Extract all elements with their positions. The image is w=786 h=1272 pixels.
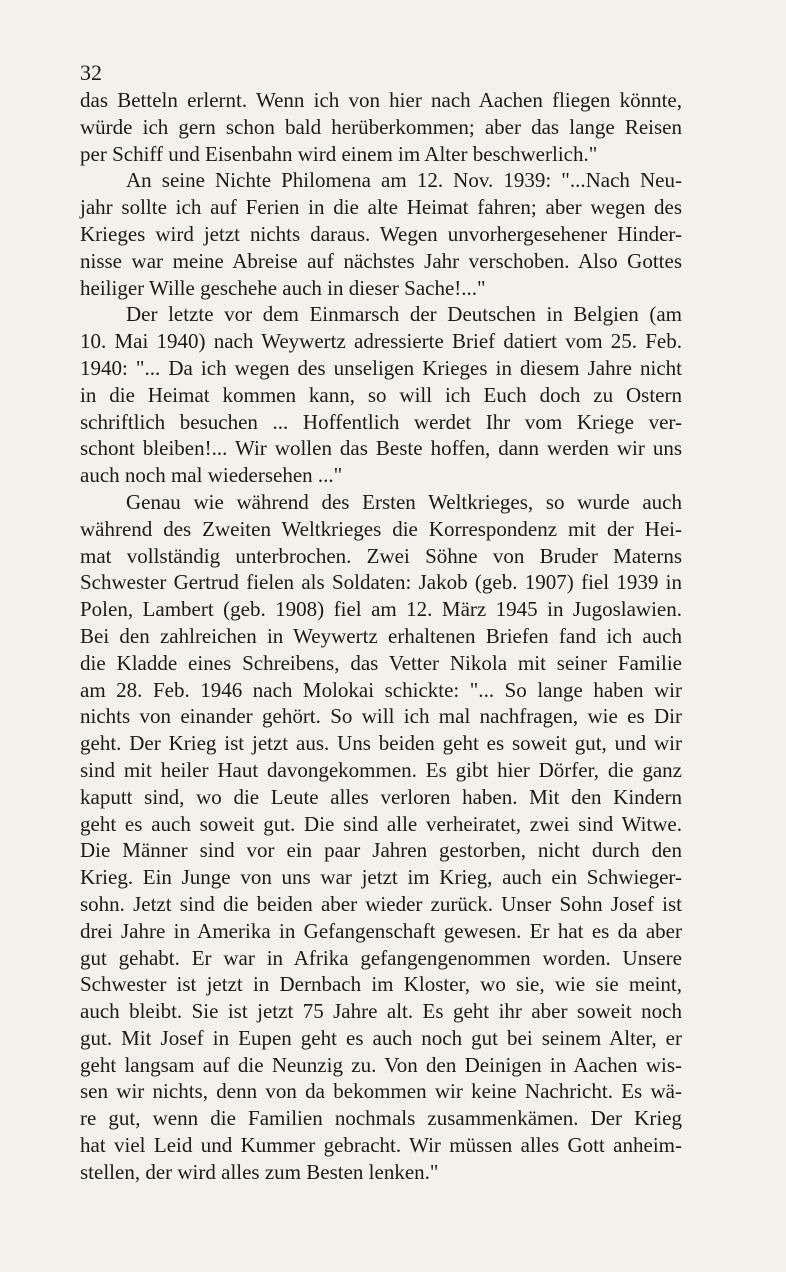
text-line: stellen, der wird alles zum Besten lenken." bbox=[80, 1159, 439, 1184]
text-line: Schwester Gertrud fielen als Soldaten: Jakob (geb. 1907) fiel 1939 in bbox=[80, 570, 682, 595]
text-line: schriftlich besuchen ... Hoffentlich werdet Ihr vom Kriege ver- bbox=[80, 409, 682, 434]
text-line: 10. Mai 1940) nach Weywertz adressierte Brief datiert vom 25. Feb. bbox=[80, 329, 682, 354]
text-line: auch bleibt. Sie ist jetzt 75 Jahre alt. Es geht ihr aber soweit noch bbox=[80, 999, 682, 1024]
text-line: in die Heimat kommen kann, so will ich Euch doch zu Ostern bbox=[80, 382, 682, 407]
text-line: jahr sollte ich auf Ferien in die alte Heimat fahren; aber wegen des bbox=[80, 195, 682, 220]
text-line: heiliger Wille geschehe auch in dieser Sache!..." bbox=[80, 275, 486, 300]
text-line: sind mit heiler Haut davongekommen. Es gibt hier Dörfer, die ganz bbox=[80, 757, 682, 782]
text-line: An seine Nichte Philomena am 12. Nov. 1939: "...Nach Neu- bbox=[126, 168, 682, 193]
text-line: Polen, Lambert (geb. 1908) fiel am 12. März 1945 in Jugoslawien. bbox=[80, 597, 682, 622]
text-line: geht. Der Krieg ist jetzt aus. Uns beiden geht es soweit gut, und wir bbox=[80, 731, 682, 756]
paragraph bbox=[80, 489, 682, 1186]
text-line: die Kladde eines Schreibens, das Vetter Nikola mit seiner Familie bbox=[80, 650, 682, 675]
text-line: schont bleiben!... Wir wollen das Beste hoffen, dann werden wir uns bbox=[80, 436, 682, 461]
text-line: während des Zweiten Weltkrieges die Korrespondenz mit der Hei- bbox=[80, 516, 682, 541]
paragraph bbox=[80, 301, 682, 489]
text-line: geht es auch soweit gut. Die sind alle verheiratet, zwei sind Witwe. bbox=[80, 811, 682, 836]
text-line: sen wir nichts, denn von da bekommen wir keine Nachricht. Es wä- bbox=[80, 1079, 682, 1104]
text-line: 1940: "... Da ich wegen des unseligen Krieges in diesem Jahre nicht bbox=[80, 355, 682, 380]
text-line: hat viel Leid und Kummer gebracht. Wir müssen alles Gott anheim- bbox=[80, 1133, 682, 1158]
text-line: nichts von einander gehört. So will ich mal nachfragen, wie es Dir bbox=[80, 704, 682, 729]
text-line: Der letzte vor dem Einmarsch der Deutschen in Belgien (am bbox=[126, 302, 682, 327]
text-line: drei Jahre in Amerika in Gefangenschaft gewesen. Er hat es da aber bbox=[80, 918, 682, 943]
text-line: Schwester ist jetzt in Dernbach im Kloster, wo sie, wie sie meint, bbox=[80, 972, 682, 997]
text-line: gut gehabt. Er war in Afrika gefangengenommen worden. Unsere bbox=[80, 945, 682, 970]
text-line: Krieg. Ein Junge von uns war jetzt im Krieg, auch ein Schwieger- bbox=[80, 865, 682, 890]
paragraph bbox=[80, 87, 682, 167]
paragraph bbox=[80, 167, 682, 301]
text-line: Krieges wird jetzt nichts daraus. Wegen unvorhergesehener Hinder- bbox=[80, 221, 682, 246]
text-line: re gut, wenn die Familien nochmals zusammenkämen. Der Krieg bbox=[80, 1106, 682, 1131]
text-line: per Schiff und Eisenbahn wird einem im Alter beschwerlich." bbox=[80, 141, 598, 166]
page-number: 32 bbox=[80, 60, 102, 85]
text-line: Genau wie während des Ersten Weltkrieges, so wurde auch bbox=[126, 489, 682, 514]
text-line: Bei den zahlreichen in Weywertz erhaltenen Briefen fand ich auch bbox=[80, 623, 682, 648]
text-line: gut. Mit Josef in Eupen geht es auch noch gut bei seinem Alter, er bbox=[80, 1025, 682, 1050]
text-line: auch noch mal wiedersehen ..." bbox=[80, 463, 343, 488]
text-line: Die Männer sind vor ein paar Jahren gestorben, nicht durch den bbox=[80, 838, 682, 863]
text-line: würde ich gern schon bald herüberkommen; aber das lange Reisen bbox=[80, 114, 682, 139]
text-line: sohn. Jetzt sind die beiden aber wieder zurück. Unser Sohn Josef ist bbox=[80, 891, 682, 916]
text-line: nisse war meine Abreise auf nächstes Jahr verschoben. Also Gottes bbox=[80, 248, 682, 273]
text-line: geht langsam auf die Neunzig zu. Von den Deinigen in Aachen wis- bbox=[80, 1052, 682, 1077]
text-line: das Betteln erlernt. Wenn ich von hier nach Aachen fliegen könnte, bbox=[80, 88, 682, 112]
text-line: mat vollständig unterbrochen. Zwei Söhne von Bruder Materns bbox=[80, 543, 682, 568]
text-line: kaputt sind, wo die Leute alles verloren haben. Mit den Kindern bbox=[80, 784, 682, 809]
text-line: am 28. Feb. 1946 nach Molokai schickte: "... So lange haben wir bbox=[80, 677, 682, 702]
body-text bbox=[80, 87, 682, 1186]
